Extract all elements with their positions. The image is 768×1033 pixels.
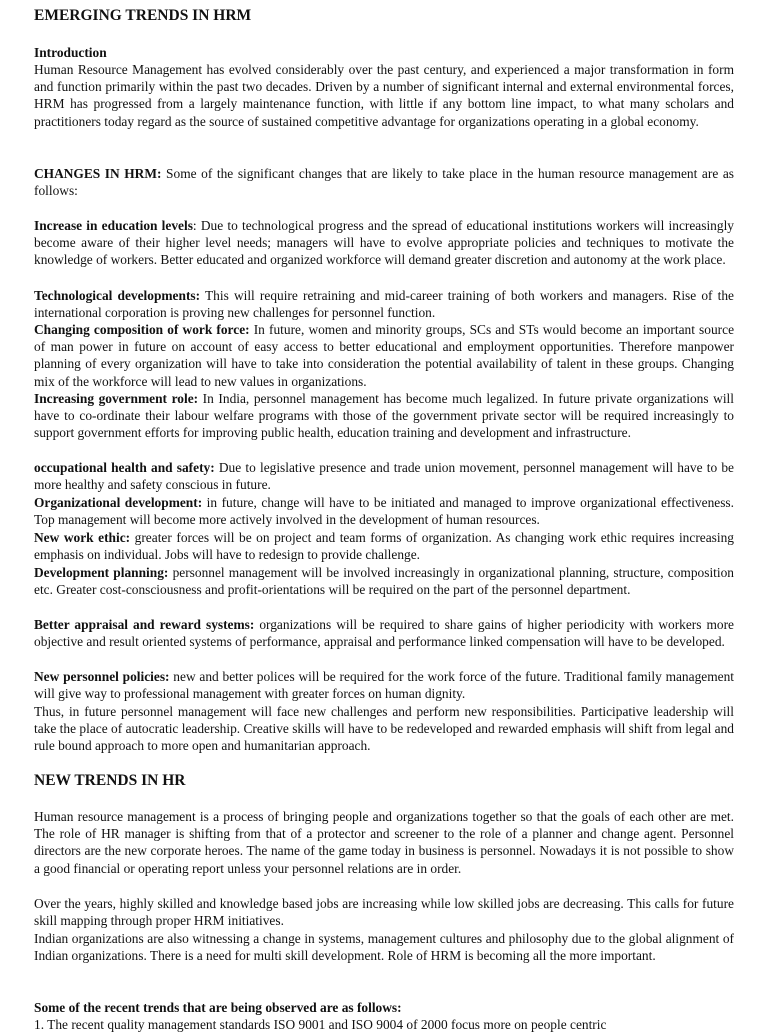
item-label: Increasing government role: <box>34 391 199 406</box>
item-new-work-ethic <box>34 529 734 563</box>
recent-trends-item-1: 1. The recent quality management standards ISO 9001 and ISO 9004 of 2000 focus more on people centric <box>34 1017 607 1032</box>
item-label: Increase in education levels <box>34 218 193 233</box>
item-health-safety <box>34 459 734 493</box>
item-text: greater forces will be on project and team forms of organization. As changing work ethic requires increasing emphasis on individual. Jobs will have to redesign to provide challenge. <box>34 530 734 563</box>
item-label: Organizational development: <box>34 495 203 510</box>
item-work-force-composition <box>34 321 734 390</box>
item-label: Changing composition of work force: <box>34 322 250 337</box>
changes-label: CHANGES IN HRM: <box>34 166 162 181</box>
document-title: EMERGING TRENDS IN HRM <box>34 7 252 24</box>
item-separator: : <box>192 218 197 233</box>
new-trends-paragraph-1: Human resource management is a process of bringing people and organizations together so that the goals of each other are met. The role of HR manager is shifting from that of a protector and screener to the role of a planner and change agent. Personnel directors are the new corporate heroes. The name of the game today in business is personnel. Nowadays it is not possible to show a good financial or operating report unless your personnel relations are in order. <box>34 809 734 876</box>
item-development-planning <box>34 564 734 598</box>
item-label: occupational health and safety: <box>34 460 215 475</box>
item-label: New work ethic: <box>34 530 131 545</box>
item-text: In India, personnel management has become much legalized. In future private organizations will have to co-ordinate their labour welfare programs with those of the government private sector will be required increasingly to support government efforts for improving public health, education training and development and infrastructure. <box>34 391 734 441</box>
item-label: Better appraisal and reward systems: <box>34 617 255 632</box>
item-text: Due to technological progress and the spread of educational institutions workers will increasingly become aware of their higher level needs; managers will have to evolve appropriate policies and techniques to motivate the knowledge of workers. Better educated and organized workforce will demand greater discretion and autonomy at the work place. <box>34 218 734 268</box>
item-text: This will require retraining and mid-career training of both workers and managers. Rise of the international corporation is proving new challenges for personnel function. <box>34 288 734 321</box>
item-text: Due to legislative presence and trade union movement, personnel management will have to be more healthy and safety conscious in future. <box>34 460 734 493</box>
item-technological-developments <box>34 287 734 321</box>
item-text: personnel management will be involved increasingly in organizational planning, structure, composition etc. Greater cost-consciousness and profit-orientations will be required on the part of the personnel department. <box>34 565 735 598</box>
item-new-personnel-policies <box>34 668 734 702</box>
recent-trends-heading: Some of the recent trends that are being observed are as follows: <box>34 1000 402 1015</box>
item-text: organizations will be required to share gains of higher periodicity with workers more objective and result oriented systems of performance, appraisal and performance linked compensation will have to be developed. <box>34 617 734 650</box>
item-government-role <box>34 390 734 442</box>
item-text: in future, change will have to be initiated and managed to improve organizational effectiveness. Top management will become more actively involved in the development of human resources. <box>34 495 734 528</box>
item-education-levels <box>34 217 734 269</box>
changes-text: Some of the significant changes that are likely to take place in the human resource management are as follows: <box>34 166 735 199</box>
item-label: New personnel policies: <box>34 669 170 684</box>
new-trends-heading: NEW TRENDS IN HR <box>34 772 186 789</box>
item-appraisal-reward <box>34 616 734 650</box>
item-text: new and better polices will be required for the work force of the future. Traditional family management will give way to professional management with greater forces on human dignity. <box>34 669 734 702</box>
thus-paragraph: Thus, in future personnel management will face new challenges and perform new responsibilities. Participative leadership will take the place of autocratic leadership. Creative skills will have to be redeveloped and rewarded emphasis will shift from legal and rule bound approach to more open and humanitarian approach. <box>34 704 734 754</box>
item-label: Development planning: <box>34 565 169 580</box>
item-label: Technological developments: <box>34 288 201 303</box>
intro-paragraph: Human Resource Management has evolved considerably over the past century, and experienced a major transformation in form and function primarily within the past two decades. Driven by a number of significant internal and external environmental forces, HRM has progressed from a largely maintenance function, with little if any bottom line impact, to what many scholars and practitioners today regard as the source of sustained competitive advantage for organizations operating in a global economy. <box>34 62 734 129</box>
changes-paragraph <box>34 165 734 199</box>
item-text: In future, women and minority groups, SCs and STs would become an important source of man power in future on account of easy access to better educational and employment opportunities. Therefore manpower planning of every organization will have to take into consideration the potential availability of talent in these groups. Changing mix of the workforce will lead to new values in organizations. <box>34 322 735 389</box>
new-trends-paragraph-2: Over the years, highly skilled and knowledge based jobs are increasing while low skilled jobs are decreasing. This calls for future skill mapping through proper HRM initiatives. <box>34 896 734 929</box>
intro-heading: Introduction <box>34 45 107 60</box>
item-organizational-development <box>34 494 734 528</box>
new-trends-paragraph-3: Indian organizations are also witnessing a change in systems, management cultures and philosophy due to the global alignment of Indian organizations. There is a need for multi skill development. Role of HRM is becoming all the more important. <box>34 931 734 964</box>
